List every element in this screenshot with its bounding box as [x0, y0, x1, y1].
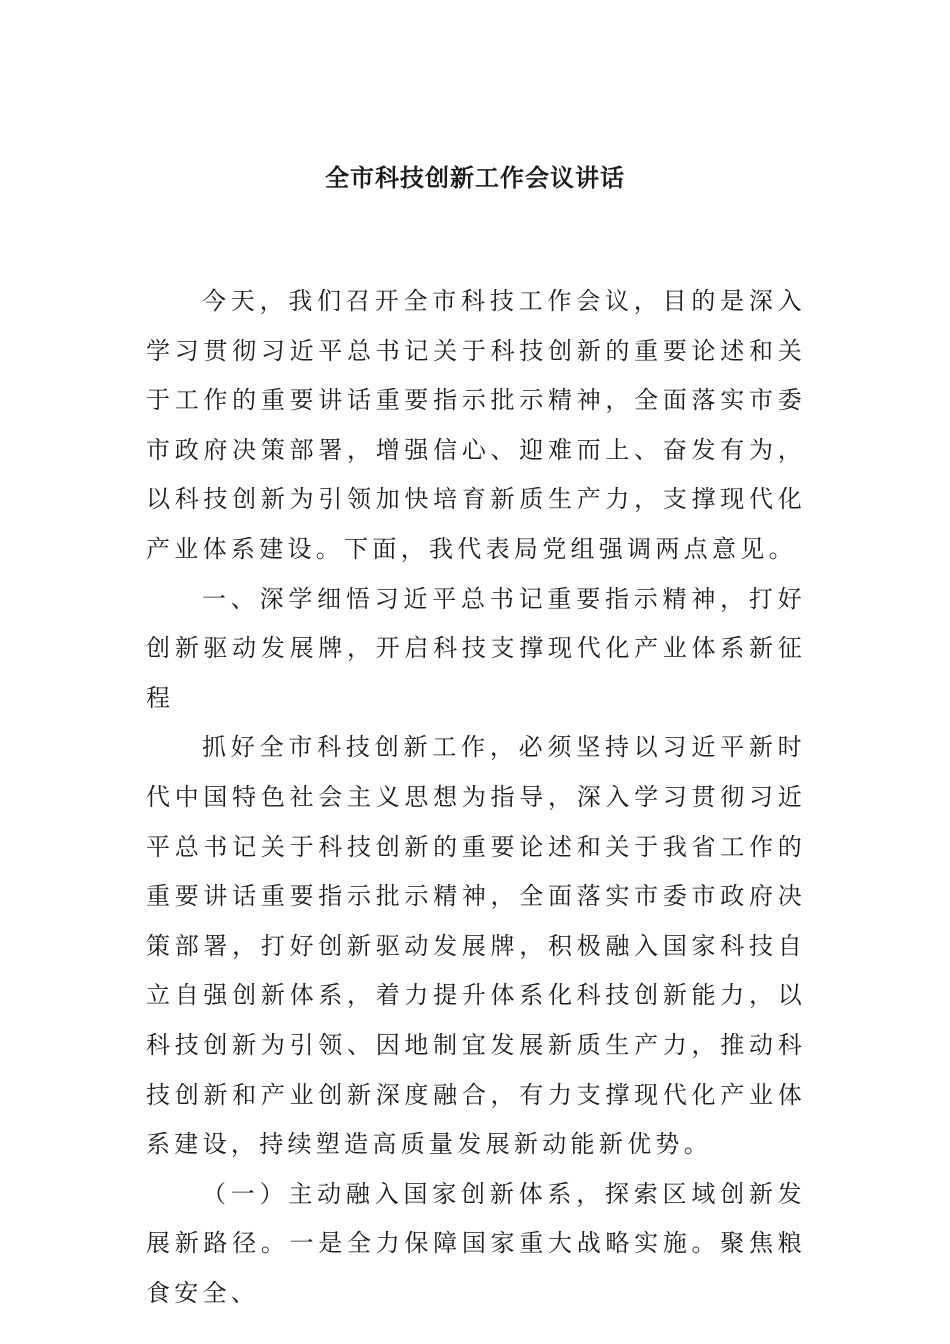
paragraph-section-one-body: 抓好全市科技创新工作，必须坚持以习近平新时代中国特色社会主义思想为指导，深入学习贯彻习近平总书记关于科技创新的重要论述和关于我省工作的重要讲话重要指示批示精神，全面落实市委市政府决策部署，打好创新驱动发展牌，积极融入国家科技自立自强创新体系，着力提升体系化科技创新能力，以科技创新为引领、因地制宜发展新质生产力，推动科技创新和产业创新深度融合，有力支撑现代化产业体系建设，持续塑造高质量发展新动能新优势。: [146, 733, 806, 1159]
document-title: 全市科技创新工作会议讲话: [325, 164, 625, 192]
paragraph-heading-one: 一、深学细悟习近平总书记重要指示精神，打好创新驱动发展牌，开启科技支撑现代化产业体系新征程: [146, 584, 806, 712]
paragraph-subsection-one: （一）主动融入国家创新体系，探索区域创新发展新路径。一是全力保障国家重大战略实施。聚焦粮食安全、: [146, 1179, 806, 1307]
paragraph-intro: 今天，我们召开全市科技工作会议，目的是深入学习贯彻习近平总书记关于科技创新的重要论述和关于工作的重要讲话重要指示批示精神，全面落实市委市政府决策部署，增强信心、迎难而上、奋发有为，以科技创新为引领加快培育新质生产力，支撑现代化产业体系建设。下面，我代表局党组强调两点意见。: [146, 287, 806, 563]
document-body: [146, 277, 806, 1318]
